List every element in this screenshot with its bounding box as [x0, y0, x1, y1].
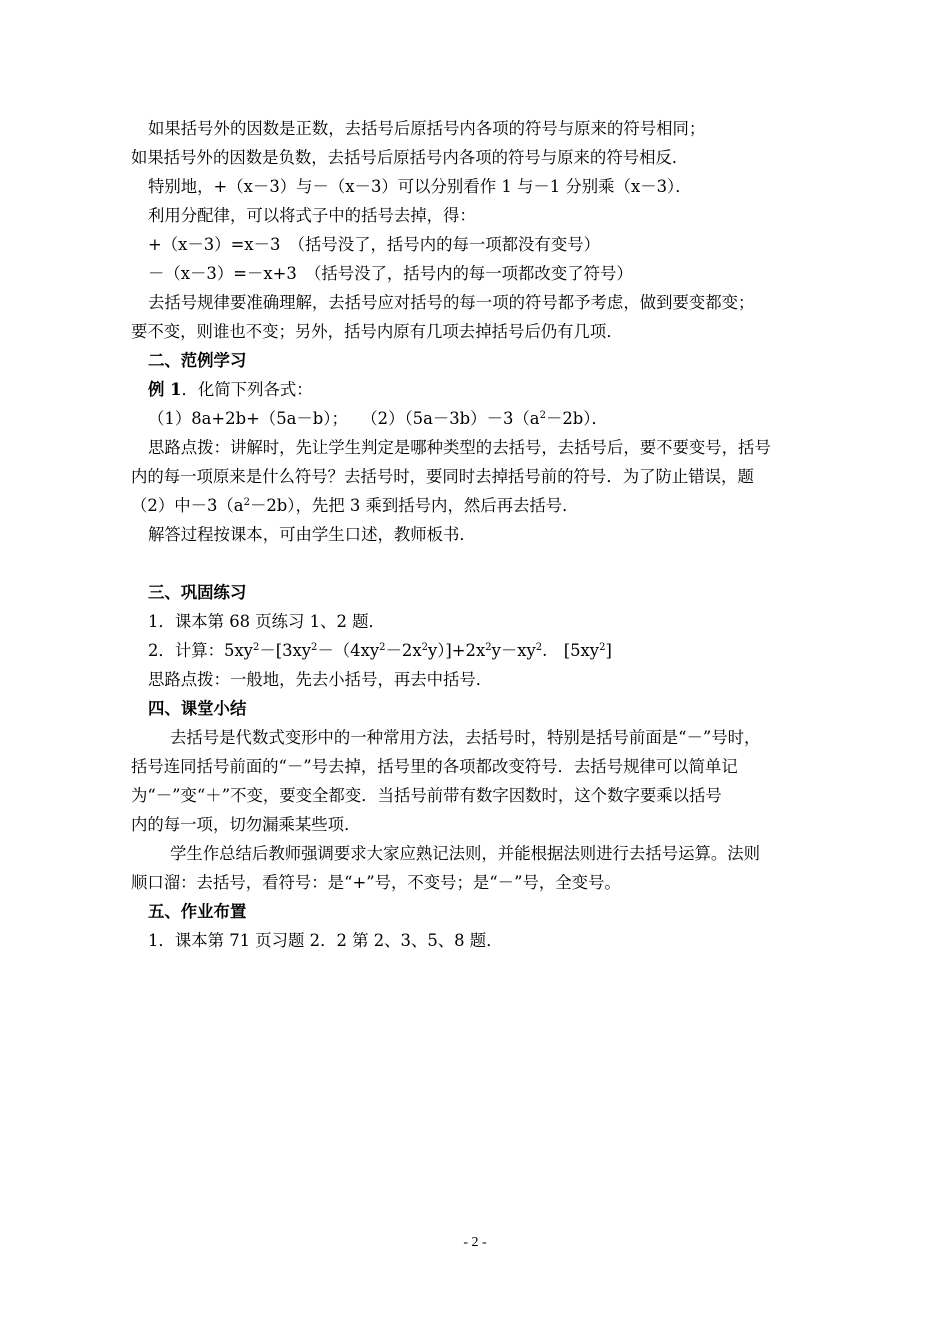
list-item-calculation: 2．计算：$5xy^2-[3xy^2-(4xy^2-2x^2y)]+2x^2y-xy^2$. $[5xy^2]$ [148, 641, 612, 660]
list-item: 1．课本第 68 页练习 1、2 题． [148, 612, 385, 631]
example-title [148, 380, 848, 400]
summary-paragraph: 括号连同括号前面的“－”号去掉，括号里的各项都改变符号．去括号规律可以简单记 [131, 757, 738, 776]
summary-paragraph: 内的每一项，切勿漏乘某些项． [131, 815, 361, 834]
paragraph: 去括号规律要准确理解，去括号应对括号的每一项的符号都予考虑，做到要变都变； [148, 293, 755, 312]
hint-paragraph: （2）中$-3(a^2-2b)$，先把 3 乘到括号内，然后再去括号． [131, 496, 579, 515]
paragraph: 如果括号外的因数是正数，去括号后原括号内各项的符号与原来的符号相同； [148, 119, 706, 138]
section-heading: 五、作业布置 [148, 902, 247, 921]
summary-paragraph: 学生作总结后教师强调要求大家应熟记法则，并能根据法则进行去括号运算。法则 [170, 844, 761, 863]
formula-line: －（x－3）=－x+3 （括号没了，括号内的每一项都改变了符号） [148, 264, 633, 283]
hint-paragraph: 思路点拨：讲解时，先让学生判定是哪种类型的去括号，去括号后，要不要变号，括号 [148, 438, 771, 457]
answer-paragraph: 解答过程按课本，可由学生口述，教师板书． [148, 525, 476, 544]
paragraph: 特别地，+（x－3）与－（x－3）可以分别看作 1 与－1 分别乘（x－3）． [148, 177, 692, 196]
paragraph: 要不变，则谁也不变；另外，括号内原有几项去掉括号后仍有几项． [131, 322, 623, 341]
example-label: 例 1 [148, 380, 182, 399]
hint-paragraph: 思路点拨：一般地，先去小括号，再去中括号． [148, 670, 493, 689]
summary-paragraph: 为“－”变“＋”不变，要变全都变．当括号前带有数字因数时，这个数字要乘以括号 [131, 786, 722, 805]
section-heading: 四、课堂小结 [148, 699, 247, 718]
section-heading: 三、巩固练习 [148, 583, 247, 602]
example-text: ．化简下列各式： [181, 380, 313, 399]
paragraph: 如果括号外的因数是负数，去括号后原括号内各项的符号与原来的符号相反． [131, 148, 689, 167]
formula-line: +（x－3）=x－3 （括号没了，括号内的每一项都没有变号） [148, 235, 600, 254]
page-number: - 2 - [463, 1235, 487, 1250]
exercise-2: $(2)(5a-3b)-3(a^2-2b)$． [361, 409, 608, 428]
example-exercises [148, 409, 848, 429]
summary-paragraph: 去括号是代数式变形中的一种常用方法，去括号时，特别是括号前面是“－”号时， [170, 728, 761, 747]
section-heading: 二、范例学习 [148, 351, 247, 370]
paragraph: 利用分配律，可以将式子中的括号去掉，得： [148, 206, 476, 225]
exercise-1: （1）8a+2b+（5a－b）； [148, 409, 340, 428]
hint-paragraph: 内的每一项原来是什么符号？去括号时，要同时去掉括号前的符号．为了防止错误，题 [131, 467, 754, 486]
list-item: 1．课本第 71 页习题 2．2 第 2、3、5、8 题． [148, 931, 503, 950]
summary-paragraph: 顺口溜：去括号，看符号：是“+”号，不变号；是“－”号，全变号。 [131, 873, 621, 892]
